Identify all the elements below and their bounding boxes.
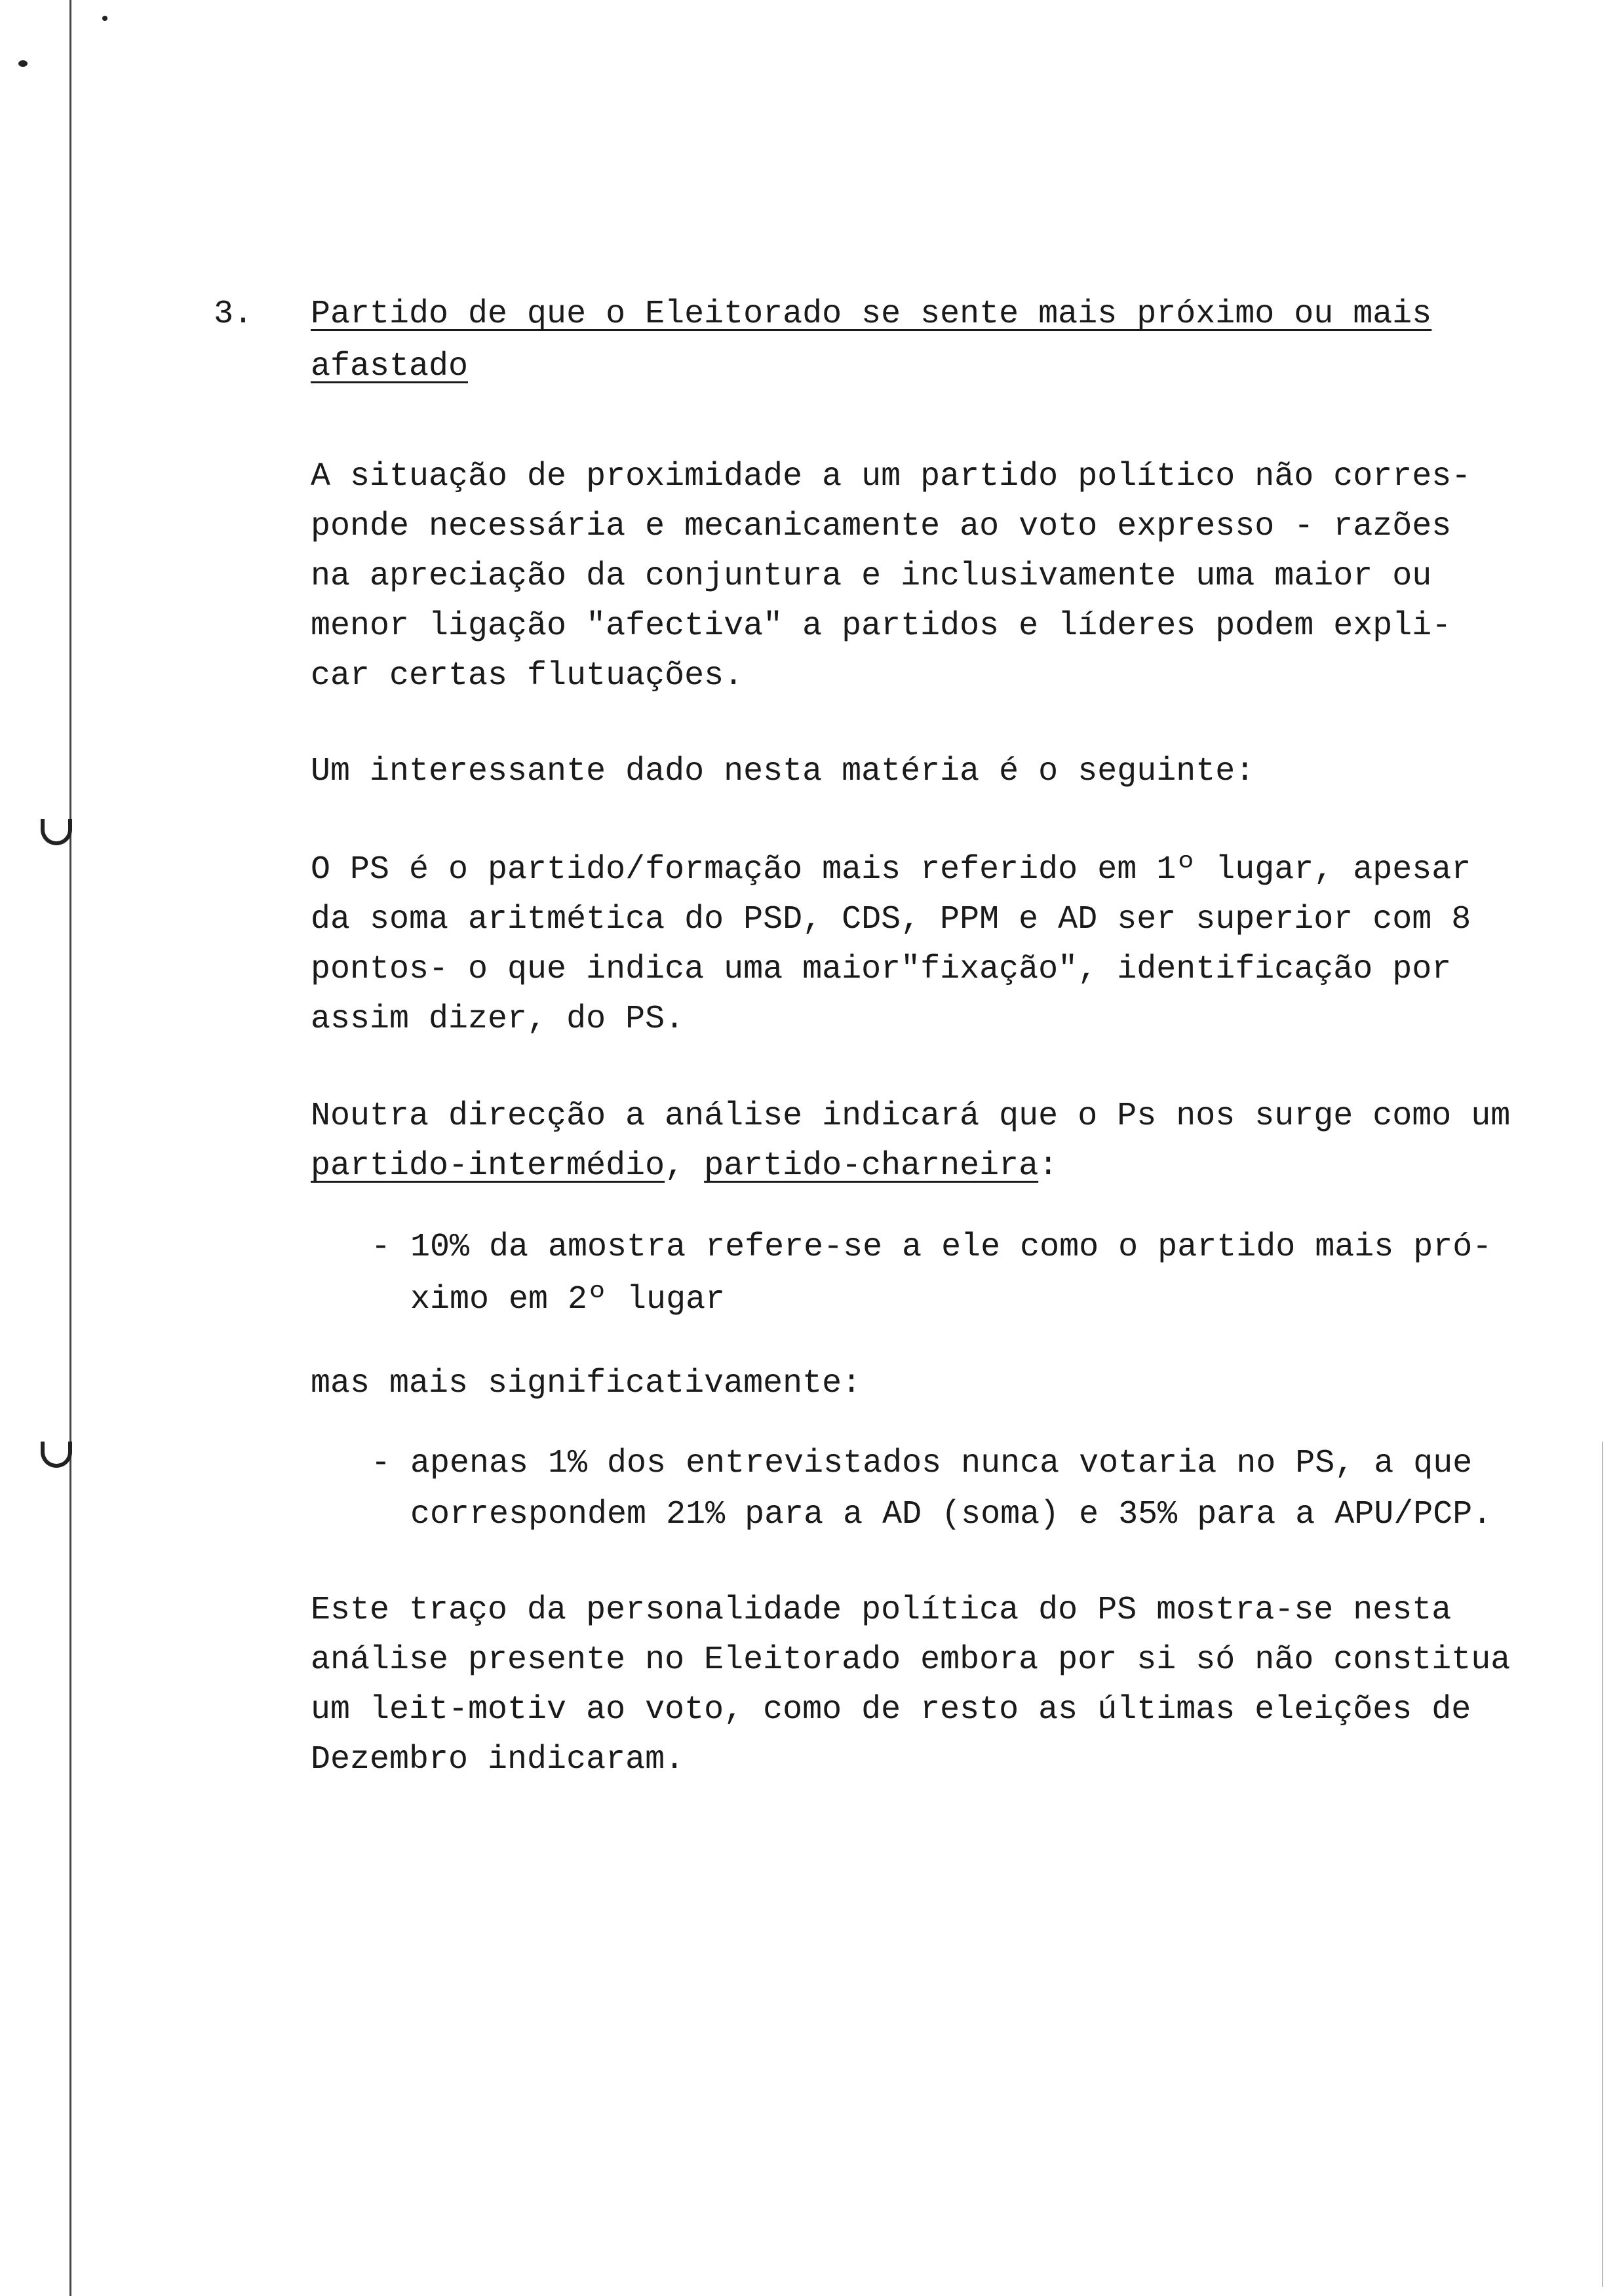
punch-hole-mark bbox=[41, 1442, 72, 1468]
page-edge-line bbox=[1602, 1442, 1603, 2287]
bullet-1-line-2: ximo em 2º lugar bbox=[410, 1281, 726, 1318]
paragraph-1-line-3: na apreciação da conjuntura e inclusivamente uma maior ou bbox=[311, 558, 1432, 595]
paragraph-1-line-5: car certas flutuações. bbox=[311, 657, 744, 695]
paragraph-5: mas mais significativamente: bbox=[311, 1365, 862, 1402]
punch-hole-mark bbox=[41, 819, 72, 845]
section-title-line-1: Partido de que o Eleitorado se sente mais próximo ou mais bbox=[311, 296, 1432, 333]
bullet-dash: - bbox=[371, 1445, 391, 1482]
paragraph-2: Um interessante dado nesta matéria é o seguinte: bbox=[311, 753, 1255, 790]
bullet-dash: - bbox=[371, 1229, 391, 1266]
separator: , bbox=[665, 1147, 705, 1185]
paragraph-3-line-1: O PS é o partido/formação mais referido em 1º lugar, apesar bbox=[311, 851, 1471, 889]
section-number: 3. bbox=[214, 296, 254, 333]
binding-line bbox=[69, 0, 71, 2296]
paragraph-1-line-2: ponde necessária e mecanicamente ao voto expresso - razões bbox=[311, 508, 1452, 545]
paragraph-4-line-1: Noutra direcção a análise indicará que o Ps nos surge como um bbox=[311, 1098, 1511, 1135]
bullet-1-line-1: 10% da amostra refere-se a ele como o partido mais pró- bbox=[410, 1229, 1492, 1266]
paragraph-1-line-4: menor ligação "afectiva" a partidos e líderes podem expli- bbox=[311, 607, 1452, 645]
paragraph-6-line-3: um leit-motiv ao voto, como de resto as últimas eleições de bbox=[311, 1691, 1471, 1729]
paragraph-6-line-2: análise presente no Eleitorado embora por si só não constitua bbox=[311, 1641, 1511, 1679]
paragraph-6-line-4: Dezembro indicaram. bbox=[311, 1741, 685, 1778]
bullet-2-line-2: correspondem 21% para a AD (soma) e 35% para a APU/PCP. bbox=[410, 1496, 1492, 1533]
colon: : bbox=[1038, 1147, 1059, 1185]
paragraph-4-line-2 bbox=[311, 1140, 1058, 1193]
ink-dot bbox=[102, 16, 107, 21]
paragraph-3-line-2: da soma aritmética do PSD, CDS, PPM e AD ser superior com 8 bbox=[311, 901, 1471, 938]
paragraph-3-line-3: pontos- o que indica uma maior"fixação", identificação por bbox=[311, 951, 1452, 988]
paragraph-6-line-1: Este traço da personalidade política do PS mostra-se nesta bbox=[311, 1592, 1452, 1629]
paragraph-1-line-1: A situação de proximidade a um partido político não corres- bbox=[311, 458, 1471, 495]
term-partido-charneira: partido-charneira bbox=[704, 1147, 1039, 1185]
ink-dot bbox=[18, 60, 28, 67]
term-partido-intermedio: partido-intermédio bbox=[311, 1147, 665, 1185]
section-title-line-2: afastado bbox=[311, 348, 469, 385]
bullet-2-line-1: apenas 1% dos entrevistados nunca votaria no PS, a que bbox=[410, 1445, 1473, 1482]
paragraph-3-line-4: assim dizer, do PS. bbox=[311, 1001, 685, 1038]
